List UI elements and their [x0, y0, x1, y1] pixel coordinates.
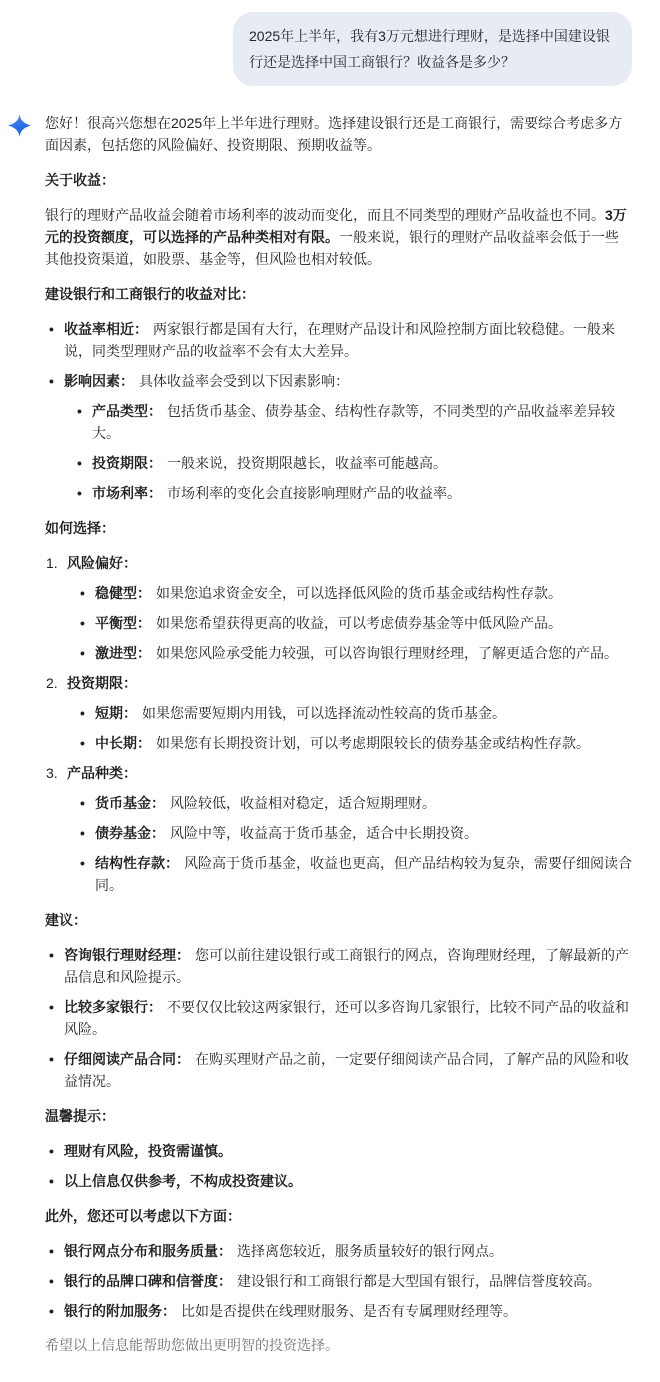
list-item [45, 1300, 632, 1322]
intro-paragraph [45, 112, 632, 156]
income-paragraph [45, 204, 632, 270]
item-lead: 影响因素： [64, 373, 134, 389]
numbered-item [45, 552, 632, 664]
list-item [76, 702, 632, 724]
item-lead: 中长期： [95, 735, 151, 751]
list-item [45, 1048, 632, 1092]
item-lead: 仔细阅读产品合同： [64, 1051, 190, 1067]
list-item [45, 1170, 632, 1192]
list-item [73, 400, 632, 444]
section-heading-income: 关于收益： [45, 172, 115, 188]
item-lead: 产品类型： [92, 403, 162, 419]
item-text: 一般来说，投资期限越长，收益率可能越高。 [167, 455, 447, 471]
item-text: 如果您追求资金安全，可以选择低风险的货币基金或结构性存款。 [156, 585, 562, 601]
list-item [76, 642, 632, 664]
choose-sublist [76, 792, 632, 896]
assistant-response-row [8, 112, 632, 1368]
item-text: 市场利率的变化会直接影响理财产品的收益率。 [167, 485, 461, 501]
numbered-item [45, 672, 632, 754]
compare-list [45, 318, 632, 504]
item-lead: 银行网点分布和服务质量： [64, 1243, 232, 1259]
choose-sublist [76, 702, 632, 754]
list-item [45, 944, 632, 988]
list-item [45, 1270, 632, 1292]
choose-sublist [76, 582, 632, 664]
item-lead: 平衡型： [95, 615, 151, 631]
list-item [73, 482, 632, 504]
item-lead: 咨询银行理财经理： [64, 947, 190, 963]
item-text: 风险中等，收益高于货币基金，适合中长期投资。 [170, 825, 478, 841]
list-item [45, 370, 632, 504]
user-message-bubble [233, 12, 632, 86]
compare-sublist [73, 400, 632, 504]
income-text-pre: 银行的理财产品收益会随着市场利率的波动而变化，而且不同类型的理财产品收益也不同。 [45, 207, 605, 223]
list-item [76, 612, 632, 634]
item-lead: 收益率相近： [64, 321, 148, 337]
closing-text: 希望以上信息能帮助您做出更明智的投资选择。 [45, 1337, 339, 1353]
item-text: 如果您希望获得更高的收益，可以考虑债券基金等中低风险产品。 [156, 615, 562, 631]
item-lead: 产品种类： [67, 765, 137, 781]
assistant-avatar-column [8, 112, 45, 1368]
item-text: 不要仅仅比较这两家银行，还可以多咨询几家银行，比较不同产品的收益和风险。 [64, 999, 629, 1037]
item-lead: 债券基金： [95, 825, 165, 841]
item-lead: 投资期限： [67, 675, 137, 691]
item-text: 具体收益率会受到以下因素影响： [139, 373, 349, 389]
item-lead: 结构性存款： [95, 855, 179, 871]
item-text: 风险高于货币基金，收益也更高，但产品结构较为复杂，需要仔细阅读合同。 [95, 855, 632, 893]
choose-list [45, 552, 632, 896]
item-number: 1. [46, 555, 58, 571]
item-number: 2. [46, 675, 58, 691]
list-item [76, 822, 632, 844]
closing-paragraph [45, 1334, 632, 1356]
user-message-text: 2025年上半年，我有3万元想进行理财，是选择中国建设银行还是选择中国工商银行？收益各是多少？ [249, 28, 610, 70]
item-text: 选择离您较近，服务质量较好的银行网点。 [237, 1243, 503, 1259]
item-lead: 风险偏好： [67, 555, 137, 571]
advice-list [45, 944, 632, 1092]
item-text: 如果您需要短期内用钱，可以选择流动性较高的货币基金。 [142, 705, 506, 721]
extra-list [45, 1240, 632, 1322]
section-heading-compare: 建设银行和工商银行的收益对比： [45, 286, 255, 302]
item-lead: 短期： [95, 705, 137, 721]
item-number: 3. [46, 765, 58, 781]
list-item [73, 452, 632, 474]
item-lead: 银行的附加服务： [64, 1303, 176, 1319]
item-text: 如果您风险承受能力较强，可以咨询银行理财经理，了解更适合您的产品。 [156, 645, 618, 661]
item-lead: 激进型： [95, 645, 151, 661]
list-item [76, 732, 632, 754]
list-item [45, 996, 632, 1040]
item-lead: 比较多家银行： [64, 999, 162, 1015]
list-item [45, 1140, 632, 1162]
list-item [45, 1240, 632, 1262]
item-text: 建设银行和工商银行都是大型国有银行，品牌信誉度较高。 [237, 1273, 601, 1289]
item-text: 您可以前往建设银行或工商银行的网点，咨询理财经理，了解最新的产品信息和风险提示。 [64, 947, 629, 985]
list-item [76, 792, 632, 814]
item-lead: 投资期限： [92, 455, 162, 471]
section-heading-tips: 温馨提示： [45, 1108, 115, 1124]
intro-text: 您好！很高兴您想在2025年上半年进行理财。选择建设银行还是工商银行，需要综合考虑多方面因素，包括您的风险偏好、投资期限、预期收益等。 [45, 115, 623, 153]
item-lead: 市场利率： [92, 485, 162, 501]
list-item [76, 582, 632, 604]
list-item [76, 852, 632, 896]
item-text: 如果您有长期投资计划，可以考虑期限较长的债券基金或结构性存款。 [156, 735, 590, 751]
item-text: 包括货币基金、债券基金、结构性存款等，不同类型的产品收益率差异较大。 [92, 403, 615, 441]
list-item [45, 318, 632, 362]
item-text: 比如是否提供在线理财服务、是否有专属理财经理等。 [181, 1303, 517, 1319]
item-text: 以上信息仅供参考，不构成投资建议。 [64, 1173, 302, 1189]
section-heading-choose: 如何选择： [45, 520, 115, 536]
item-lead: 货币基金： [95, 795, 165, 811]
section-heading-extra: 此外，您还可以考虑以下方面： [45, 1208, 241, 1224]
tips-list [45, 1140, 632, 1192]
item-text: 理财有风险，投资需谨慎。 [64, 1143, 232, 1159]
item-lead: 银行的品牌口碑和信誉度： [64, 1273, 232, 1289]
gemini-sparkle-icon [8, 114, 31, 137]
income-text-post: 一般来说，银行的理财产品收益率会低于一些其他投资渠道，如股票、基金等，但风险也相对较低。 [45, 229, 619, 267]
user-message-row [8, 12, 632, 86]
item-text: 在购买理财产品之前，一定要仔细阅读产品合同，了解产品的风险和收益情况。 [64, 1051, 629, 1089]
numbered-item [45, 762, 632, 896]
income-text-bold: 3万元的投资额度，可以选择的产品种类相对有限。 [45, 207, 627, 245]
item-text: 两家银行都是国有大行，在理财产品设计和风险控制方面比较稳健。一般来说，同类型理财产品的收益率不会有太大差异。 [64, 321, 615, 359]
assistant-message-body [45, 112, 632, 1368]
item-text: 风险较低，收益相对稳定，适合短期理财。 [170, 795, 436, 811]
section-heading-advice: 建议： [45, 912, 87, 928]
item-lead: 稳健型： [95, 585, 151, 601]
